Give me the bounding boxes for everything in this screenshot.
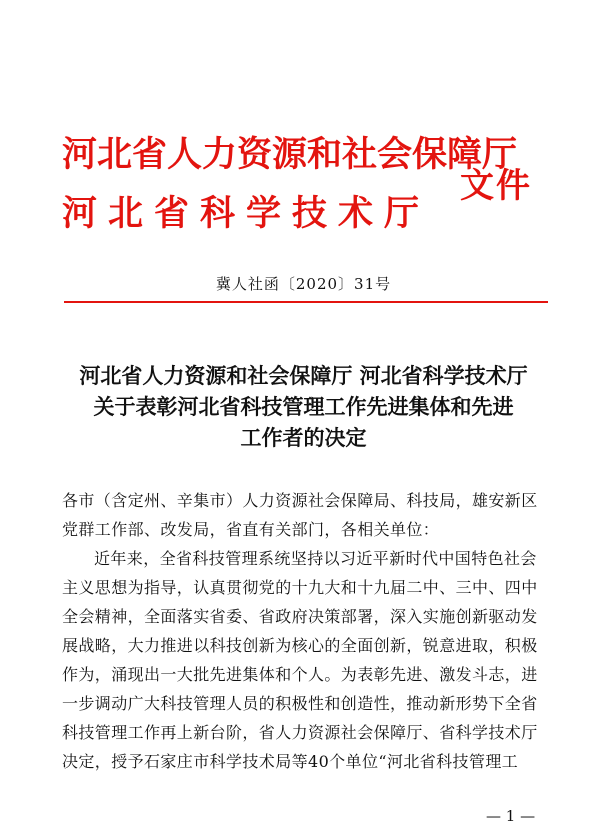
body-paragraph: 近年来，全省科技管理系统坚持以习近平新时代中国特色社会主义思想为指导，认真贯彻党的十九大和十九届二中、三中、四中全会精神，全面落实省委、省政府决策部署，深入实施创新驱动发展战略，大力推进以科技创新为核心的全面创新，锐意进取，积极作为，涌现出一大批先进集体和个人。为表彰先进、激发斗志，进一步调动广大科技管理人员的积极性和创造性，推动新形势下全省科技管理工作再上新台阶，省人力资源社会保障厅、省科学技术厅决定，授予石家庄市科学技术局等40个单位“河北省科技管理工: [62, 549, 538, 771]
document-title: [0, 360, 607, 453]
title-line-2: 关于表彰河北省科技管理工作先进集体和先进: [93, 394, 514, 419]
title-line-3: 工作者的决定: [240, 425, 367, 450]
issuer-line-1: 河北省人力资源和社会保障厅: [62, 134, 518, 175]
title-line-1: 河北省人力资源和社会保障厅 河北省科学技术厅: [79, 363, 528, 388]
issuer-line-2: 河北省科学技术厅: [62, 193, 431, 234]
red-divider-line: [64, 301, 548, 303]
page-number: — 1 —: [486, 807, 536, 825]
document-type-label: 文件: [460, 166, 532, 206]
document-number: 冀人社函〔2020〕31号: [215, 275, 392, 293]
document-body: [62, 486, 552, 776]
addressee: 各市（含定州、辛集市）人力资源社会保障局、科技局，雄安新区党群工作部、改发局，省直有关部门，各相关单位：: [62, 491, 538, 539]
